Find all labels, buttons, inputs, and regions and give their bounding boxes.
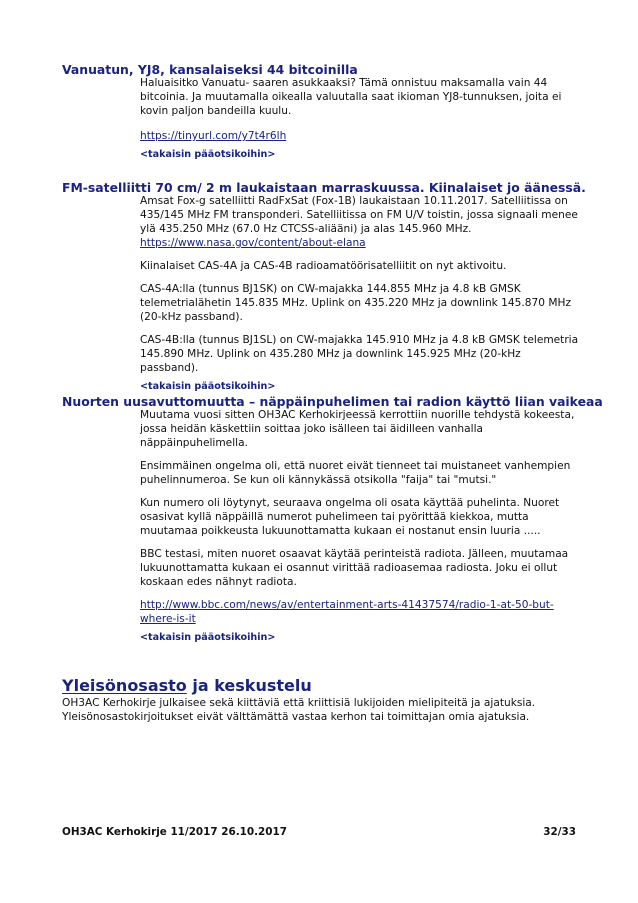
paragraph: Haluaisitko Vanuatu- saaren asukkaaksi? Tämä onnistuu maksamalla vain 44 bitcoinia. Ja muutamalla oikealla valuutalla saat ikioman YJ8-tunnuksen, joita ei kovin paljon bandeilla kuulu. bbox=[140, 77, 562, 117]
forum-text: OH3AC Kerhokirje julkaisee sekä kiittäviä että kriittisiä lukijoiden mielipiteitä ja ajatuksia. Yleisönosastokirjoitukset eivät välttämättä vastaa kerhon tai toimittajan omia ajatuksia. bbox=[62, 697, 536, 723]
link-tinyurl[interactable]: https://tinyurl.com/y7t4r6lh bbox=[140, 130, 287, 142]
paragraph: Amsat Fox-g satelliitti RadFxSat (Fox-1B) laukaistaan 10.11.2017. Satelliitissa on 435/145 MHz FM transponderi. Satelliitissa on FM U/V toistin, jossa signaali menee ylä 435.250 MHz (67.0 Hz CTCSS-aliääni) ja alas 145.960 MHz. bbox=[140, 195, 578, 235]
forum-heading-rest: ja keskustelu bbox=[186, 676, 312, 695]
section-body-vanuatu bbox=[140, 76, 580, 162]
section-heading-vanuatu: Vanuatun, YJ8, kansalaiseksi 44 bitcoinilla bbox=[62, 62, 358, 77]
section-heading-youth: Nuorten uusavuttomuutta – näppäinpuhelimen tai radion käyttö liian vaikeaa bbox=[62, 394, 603, 409]
page-number: 32/33 bbox=[543, 826, 576, 838]
back-to-top-link[interactable]: <takaisin pääotsikoihin> bbox=[140, 381, 276, 392]
paragraph: Ensimmäinen ongelma oli, että nuoret eivät tienneet tai muistaneet vanhempien puhelinnumeroa. Se kun oli kännykässä otsikolla "faija" tai "mutsi." bbox=[140, 460, 571, 486]
paragraph: Muutama vuosi sitten OH3AC Kerhokirjeessä kerrottiin nuorille tehdystä kokeesta, jossa heidän käskettiin soittaa joko isälleen tai äidilleen vanhalla näppäinpuhelimella. bbox=[140, 409, 575, 449]
link-nasa[interactable]: https://www.nasa.gov/content/about-elana bbox=[140, 237, 366, 249]
paragraph: CAS-4A:lla (tunnus BJ1SK) on CW-majakka 144.855 MHz ja 4.8 kB GMSK telemetrialähetin 145.835 MHz. Uplink on 435.220 MHz ja downlink 145.870 MHz (20-kHz passband). bbox=[140, 283, 572, 323]
section-body-fm-satellite bbox=[140, 194, 580, 394]
forum-heading bbox=[62, 676, 312, 696]
section-heading-fm-satellite: FM-satelliitti 70 cm/ 2 m laukaistaan marraskuussa. Kiinalaiset jo äänessä. bbox=[62, 180, 586, 195]
back-to-top-link[interactable]: <takaisin pääotsikoihin> bbox=[140, 632, 276, 643]
paragraph: BBC testasi, miten nuoret osaavat käytää perinteistä radiota. Jälleen, muutamaa lukuunottamatta kukaan ei osannut virittää radioasemaa radiosta. Joku ei ollut koskaan edes nähnyt radiota. bbox=[140, 548, 569, 588]
link-bbc[interactable]: http://www.bbc.com/news/av/entertainment-arts-41437574/radio-1-at-50-but-where-is-it bbox=[140, 599, 554, 625]
paragraph: Kun numero oli löytynyt, seuraava ongelma oli osata käyttää puhelinta. Nuoret osasivat kyllä näppäillä numerot puhelimeen tai pyörittää kiekkoa, mutta muutamaa poikkeusta lukuunottamatta kukaan ei nostanut ensin luuria ..... bbox=[140, 497, 560, 537]
footer-title: OH3AC Kerhokirje 11/2017 26.10.2017 bbox=[62, 826, 287, 838]
paragraph: Kiinalaiset CAS-4A ja CAS-4B radioamatöörisatelliitit on nyt aktivoitu. bbox=[140, 260, 507, 272]
section-body-youth bbox=[140, 408, 580, 645]
paragraph: CAS-4B:lla (tunnus BJ1SL) on CW-majakka 145.910 MHz ja 4.8 kB GMSK telemetria 145.890 MHz. Uplink on 435.280 MHz ja downlink 145.925 MHz (20-kHz passband). bbox=[140, 334, 579, 374]
back-to-top-link[interactable]: <takaisin pääotsikoihin> bbox=[140, 149, 276, 160]
forum-heading-link[interactable]: Yleisönosasto bbox=[62, 676, 187, 695]
page-footer bbox=[62, 826, 576, 838]
